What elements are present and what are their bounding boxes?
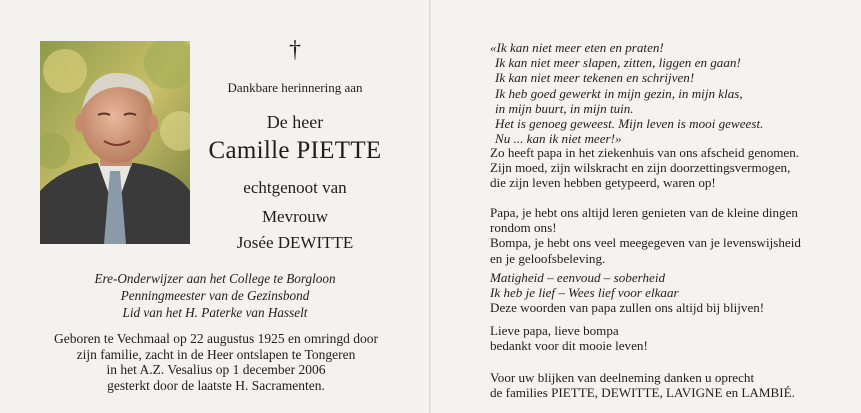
thanks-paragraph [490,323,840,353]
intro-text: Dankbare herinnering aan [227,80,363,95]
poem-line: Ik kan niet meer tekenen en schrijven! [495,70,695,86]
spouse-label: echtgenoot van [243,178,347,197]
poem-line: Nu ... kan ik niet meer!» [495,131,622,147]
poem-line: in mijn buurt, in mijn tuin. [495,100,634,116]
poem-line: Ik heb goed gewerkt in mijn gezin, in mijn klas, [495,85,743,101]
portrait-illustration [40,41,190,244]
role-line: Penningmeester van de Gezinsbond [120,288,310,303]
separator: , [659,385,666,401]
condolence-paragraph [490,370,840,400]
paragraph-line: bedankt voor dit mooie leven! [490,338,648,354]
honorific: De heer [266,112,324,132]
role-line: Ere-Onderwijzer aan het College te Borgloon [94,271,336,286]
biography [26,331,406,393]
tribute-paragraph [490,205,840,266]
paragraph-line: Papa, je hebt ons altijd leren genieten van de kleine dingen [490,205,798,220]
last-name: PIETTE [296,137,382,164]
separator: en [722,385,742,401]
role-line: Lid van het H. Paterke van Hasselt [122,305,308,320]
roles-list [40,270,390,321]
families-prefix: de families [490,385,552,401]
paragraph-line: Voor uw blijken van deelneming danken u oprecht [490,370,755,385]
family-name: LAVIGNE [666,385,723,401]
spouse-name [205,233,385,253]
separator: , [594,385,602,401]
motto-line: Matigheid – eenvoud – soberheid [490,270,666,285]
poem-quote [490,40,840,146]
bio-line: gesterkt door de laatste H. Sacramenten. [107,377,325,393]
spouse-last-name: DEWITTE [277,233,354,252]
paragraph-line: Zijn moed, zijn wilskracht en zijn doorzettingsvermogen, [490,160,791,176]
paragraph-line: Zo heeft papa in het ziekenhuis van ons afscheid genomen. [490,145,800,160]
spouse-first-name: Josée [236,233,274,252]
motto-paragraph [490,270,840,316]
motto-line: Ik heb je lief – Wees lief voor elkaar [490,285,679,301]
paragraph-line: Bompa, je hebt ons veel meegegeven van je levenswijsheid [490,235,801,251]
poem-line: Ik kan niet meer slapen, zitten, liggen en gaan! [495,55,741,71]
paragraph-line: Deze woorden van papa zullen ons altijd bij blijven! [490,300,765,316]
paragraph-line: en je geloofsbeleving. [490,250,606,266]
paragraph-line: rondom ons! [490,220,557,236]
family-name: DEWITTE [601,385,660,401]
poem-line: Het is genoeg geweest. Mijn leven is mooi geweest. [495,116,764,132]
farewell-paragraph [490,145,840,191]
period: . [791,385,795,401]
families-line [490,385,840,400]
portrait-photo [40,41,190,244]
family-name: LAMBIÉ [741,385,792,401]
bio-line: in het A.Z. Vesalius op 1 december 2006 [106,362,326,377]
first-name: Camille [208,137,290,164]
poem-line: «Ik kan niet meer eten en praten! [490,40,664,55]
bio-line: zijn familie, zacht in de Heer ontslapen te Tongeren [76,346,356,362]
cross-symbol: † [289,37,301,63]
bio-line: Geboren te Vechmaal op 22 augustus 1925 en omringd door [53,331,379,346]
paragraph-line: die zijn leven hebben getypeerd, waren op! [490,175,716,191]
deceased-name [205,137,385,165]
paragraph-line: Lieve papa, lieve bompa [490,323,619,338]
spouse-honorific: Mevrouw [261,207,329,226]
family-name: PIETTE [551,385,595,401]
